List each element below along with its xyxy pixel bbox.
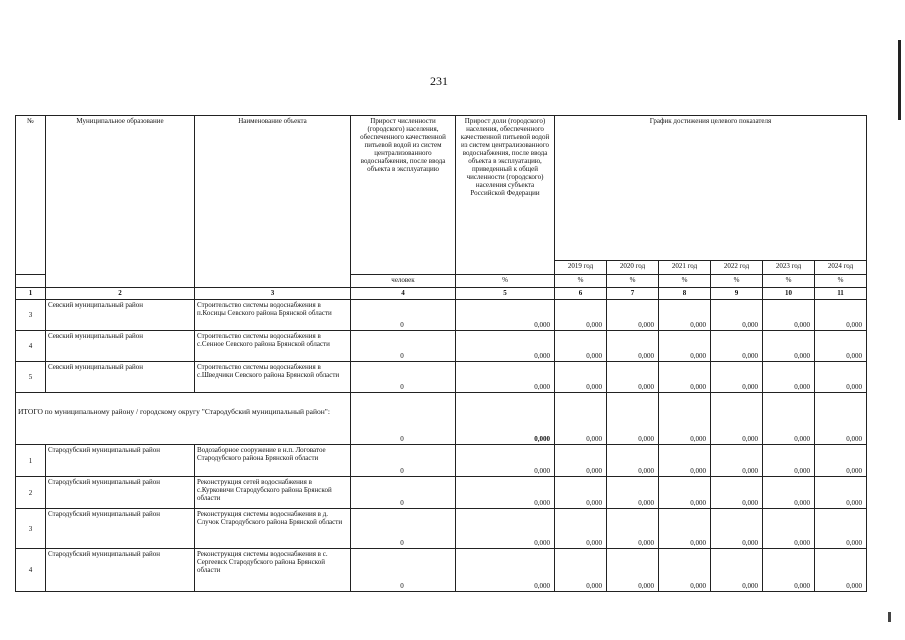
municipality-cell: Стародубский муниципальный район [46, 549, 195, 592]
year-value-cell: 0,000 [555, 509, 607, 549]
column-number: 4 [351, 288, 456, 300]
population-growth-cell: 0 [351, 300, 456, 331]
column-number: 11 [815, 288, 867, 300]
population-growth-cell: 0 [351, 509, 456, 549]
municipality-cell: Севский муниципальный район [46, 362, 195, 393]
header-year-2023: 2023 год [763, 261, 815, 275]
year-value-cell: 0,000 [607, 477, 659, 509]
municipality-cell: Стародубский муниципальный район [46, 477, 195, 509]
table-row [16, 331, 867, 362]
year-value-cell: 0,000 [555, 477, 607, 509]
year-value-cell: 0,000 [711, 362, 763, 393]
year-value-cell: 0,000 [815, 477, 867, 509]
year-value-cell: 0,000 [659, 509, 711, 549]
year-value-cell: 0,000 [607, 300, 659, 331]
column-number: 9 [711, 288, 763, 300]
column-number: 3 [195, 288, 351, 300]
year-value-cell: 0,000 [815, 300, 867, 331]
total-year-value: 0,000 [659, 393, 711, 445]
municipality-cell: Стародубский муниципальный район [46, 509, 195, 549]
scan-edge-mark [898, 40, 901, 120]
row-number: 5 [16, 362, 46, 393]
header-object: Наименование объекта [195, 116, 351, 288]
total-year-value: 0,000 [711, 393, 763, 445]
header-year-2019: 2019 год [555, 261, 607, 275]
year-value-cell: 0,000 [659, 362, 711, 393]
unit-cell: % [659, 275, 711, 288]
total-share-growth: 0,000 [456, 393, 555, 445]
year-value-cell: 0,000 [659, 331, 711, 362]
table-row [16, 509, 867, 549]
object-name-cell: Реконструкция сетей водоснабжения в с.Курковичи Стародубского района Брянской области [195, 477, 351, 509]
object-name-cell: Строительство системы водоснабжения в с.Шведчики Севского района Брянской области [195, 362, 351, 393]
municipality-cell: Севский муниципальный район [46, 300, 195, 331]
year-value-cell: 0,000 [659, 477, 711, 509]
share-growth-cell: 0,000 [456, 477, 555, 509]
year-value-cell: 0,000 [763, 300, 815, 331]
header-municipality: Муниципальное образование [46, 116, 195, 288]
year-value-cell: 0,000 [607, 445, 659, 477]
share-growth-cell: 0,000 [456, 509, 555, 549]
total-year-value: 0,000 [555, 393, 607, 445]
row-number: 1 [16, 445, 46, 477]
year-value-cell: 0,000 [711, 445, 763, 477]
total-year-value: 0,000 [763, 393, 815, 445]
header-year-2022: 2022 год [711, 261, 763, 275]
column-number: 2 [46, 288, 195, 300]
year-value-cell: 0,000 [763, 362, 815, 393]
year-value-cell: 0,000 [607, 362, 659, 393]
object-name-cell: Водозаборное сооружение в н.п. Логоватое Стародубского района Брянской области [195, 445, 351, 477]
row-number: 4 [16, 549, 46, 592]
total-label: ИТОГО по муниципальному району / городскому округу "Стародубский муниципальный район": [16, 393, 351, 445]
year-value-cell: 0,000 [555, 445, 607, 477]
table-row [16, 549, 867, 592]
object-name-cell: Строительство системы водоснабжения в п.Косицы Севского района Брянской области [195, 300, 351, 331]
column-number: 8 [659, 288, 711, 300]
total-population-growth: 0 [351, 393, 456, 445]
year-value-cell: 0,000 [659, 300, 711, 331]
share-growth-cell: 0,000 [456, 300, 555, 331]
unit-cell: % [607, 275, 659, 288]
population-growth-cell: 0 [351, 331, 456, 362]
row-number: 3 [16, 509, 46, 549]
share-growth-cell: 0,000 [456, 331, 555, 362]
total-year-value: 0,000 [815, 393, 867, 445]
population-growth-cell: 0 [351, 477, 456, 509]
year-value-cell: 0,000 [607, 509, 659, 549]
year-value-cell: 0,000 [711, 549, 763, 592]
object-name-cell: Реконструкция системы водоснабжения в д. Случок Стародубского района Брянской области [195, 509, 351, 549]
header-year-2020: 2020 год [607, 261, 659, 275]
object-name-cell: Строительство системы водоснабжения в с.Сенное Севского района Брянской области [195, 331, 351, 362]
share-growth-cell: 0,000 [456, 549, 555, 592]
year-value-cell: 0,000 [711, 331, 763, 362]
page-number: 231 [430, 74, 448, 88]
table-row [16, 445, 867, 477]
year-value-cell: 0,000 [607, 549, 659, 592]
column-number: 10 [763, 288, 815, 300]
year-value-cell: 0,000 [815, 509, 867, 549]
header-schedule: График достижения целевого показателя [555, 116, 867, 261]
year-value-cell: 0,000 [555, 362, 607, 393]
unit-cell: % [711, 275, 763, 288]
share-growth-cell: 0,000 [456, 362, 555, 393]
table-row [16, 300, 867, 331]
unit-cell: % [555, 275, 607, 288]
population-growth-cell: 0 [351, 549, 456, 592]
year-value-cell: 0,000 [763, 549, 815, 592]
total-year-value: 0,000 [607, 393, 659, 445]
share-growth-cell: 0,000 [456, 445, 555, 477]
population-growth-cell: 0 [351, 362, 456, 393]
column-number: 6 [555, 288, 607, 300]
unit-cell: % [456, 275, 555, 288]
year-value-cell: 0,000 [763, 509, 815, 549]
year-value-cell: 0,000 [555, 331, 607, 362]
year-value-cell: 0,000 [711, 300, 763, 331]
header-year-2021: 2021 год [659, 261, 711, 275]
municipality-cell: Севский муниципальный район [46, 331, 195, 362]
year-value-cell: 0,000 [763, 477, 815, 509]
unit-cell: человек [351, 275, 456, 288]
object-name-cell: Реконструкция системы водоснабжения в с. Сергеевск Стародубского района Брянской области [195, 549, 351, 592]
year-value-cell: 0,000 [659, 445, 711, 477]
year-value-cell: 0,000 [659, 549, 711, 592]
row-number: 4 [16, 331, 46, 362]
year-value-cell: 0,000 [711, 477, 763, 509]
total-row [16, 393, 867, 445]
header-population-growth: Прирост численности (городского) населения, обеспеченного качественной питьевой водой из систем централизованного водоснабжения, после ввода объекта в эксплуатацию [351, 116, 456, 275]
target-indicator-table [15, 115, 867, 592]
year-value-cell: 0,000 [815, 362, 867, 393]
column-number: 7 [607, 288, 659, 300]
year-value-cell: 0,000 [763, 331, 815, 362]
year-value-cell: 0,000 [607, 331, 659, 362]
column-number: 1 [16, 288, 46, 300]
unit-cell: % [763, 275, 815, 288]
municipality-cell: Стародубский муниципальный район [46, 445, 195, 477]
year-value-cell: 0,000 [555, 300, 607, 331]
year-value-cell: 0,000 [815, 549, 867, 592]
header-year-2024: 2024 год [815, 261, 867, 275]
row-number: 2 [16, 477, 46, 509]
unit-cell: % [815, 275, 867, 288]
header-share-growth: Прирост доли (городского) населения, обеспеченного качественной питьевой водой из систем централизованного водоснабжения, после ввода объекта в эксплуатацию, приведенный к общей численности (городского) населения субъекта Российской Федерации [456, 116, 555, 275]
year-value-cell: 0,000 [555, 549, 607, 592]
scan-edge-mark-bottom [888, 612, 891, 622]
table-row [16, 477, 867, 509]
table-row [16, 362, 867, 393]
header-no: № [16, 116, 46, 275]
column-number: 5 [456, 288, 555, 300]
year-value-cell: 0,000 [815, 445, 867, 477]
year-value-cell: 0,000 [763, 445, 815, 477]
row-number: 3 [16, 300, 46, 331]
units-blank [16, 275, 46, 288]
year-value-cell: 0,000 [711, 509, 763, 549]
population-growth-cell: 0 [351, 445, 456, 477]
year-value-cell: 0,000 [815, 331, 867, 362]
